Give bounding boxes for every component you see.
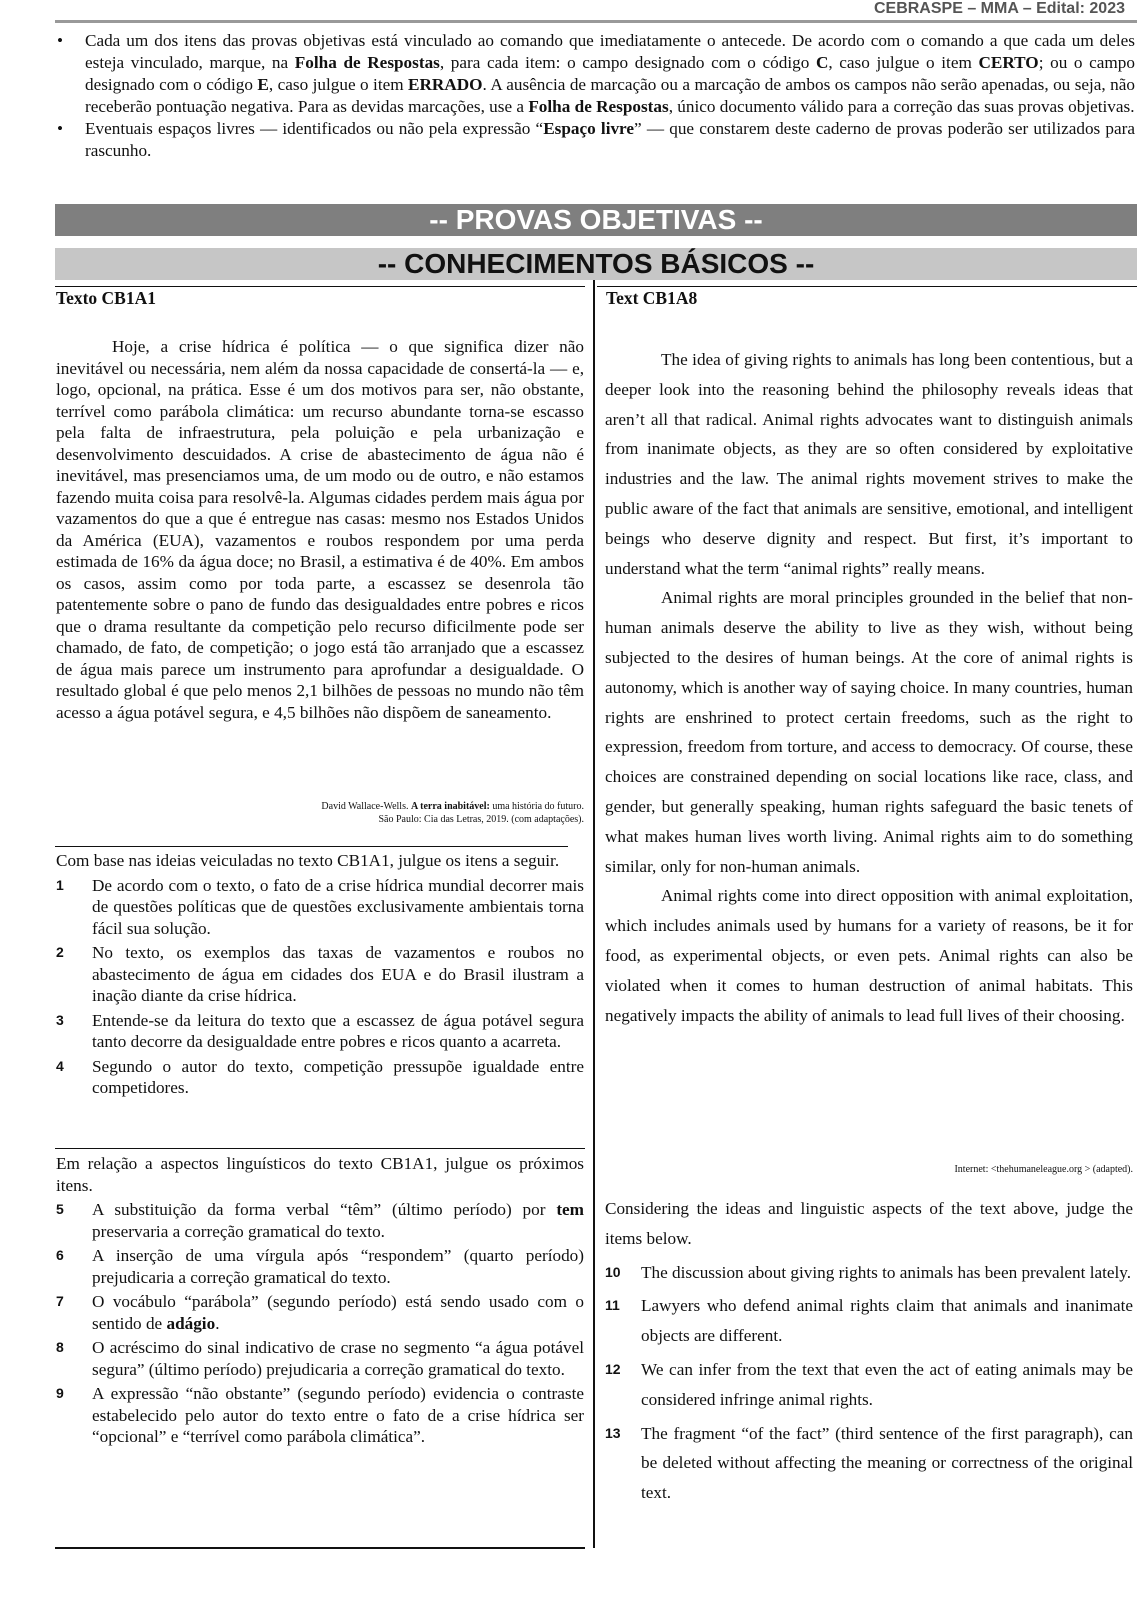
left-text-title: Texto CB1A1: [56, 288, 156, 308]
left-items-group-2: [56, 1153, 584, 1448]
right-text-body: [605, 345, 1133, 1030]
question-item: 2 No texto, os exemplos das taxas de vazamentos e roubos no abastecimento de água em cidades dos EUA e do Brasil ilustram a inação diante da crise hídrica.: [56, 943, 584, 1005]
items-intro-1: Com base nas ideias veiculadas no texto CB1A1, julgue os itens a seguir.: [56, 851, 560, 870]
right-paragraph-1: The idea of giving rights to animals has long been contentious, but a deeper look into the reasoning behind the philosophy reveals ideas that aren’t all that radical. Animal rights advocates want to distinguish animals from inanimate objects, as they are so often considered by exploitative industries and the law. The animal rights movement strives to make the public aware of the fact that animals are sensitive, emotional, and intelligent beings who deserve dignity and respect. But first, it’s important to understand what the term “animal rights” really means.: [605, 350, 1133, 578]
question-item: 12 We can infer from the text that even the act of eating animals may be considered infringe animal rights.: [605, 1359, 1133, 1409]
left-source: David Wallace-Wells. A terra inabitável: uma história do futuro. São Paulo: Cia das Letras, 2019. (com adaptações).: [321, 801, 584, 825]
question-item: 13 The fragment “of the fact” (third sentence of the first paragraph), can be deleted without affecting the meaning or correctness of the original text.: [605, 1423, 1133, 1503]
conhecimentos-basicos-banner: -- CONHECIMENTOS BÁSICOS --: [55, 248, 1137, 280]
column-divider: [593, 280, 595, 1548]
instructions: [55, 30, 1135, 162]
right-title-rule: [597, 286, 1137, 287]
right-source: Internet: <thehumaneleague.org > (adapted).: [954, 1164, 1133, 1175]
question-item: 6 A inserção de uma vírgula após “respondem” (quarto período) prejudicaria a correção gramatical do texto.: [56, 1246, 584, 1287]
provas-objetivas-banner: -- PROVAS OBJETIVAS --: [55, 204, 1137, 236]
right-items-group: [605, 1194, 1133, 1508]
instruction-1: • Cada um dos itens das provas objetivas está vinculado ao comando que imediatamente o antecede. De acordo com o comando a que cada um deles esteja vinculado, marque, na Folha de Respostas, para cada item: o campo designado com o código C, caso julgue o item CERTO; ou o campo designado com o código E, caso julgue o item ERRADO. A ausência de marcação ou a marcação de ambos os campos não serão apenadas, ou seja, não receberão pontuação negativa. Para as devidas marcações, use a Folha de Respostas, único documento válido para a correção das suas provas objetivas.: [55, 30, 1135, 118]
items-intro-2: Em relação a aspectos linguísticos do texto CB1A1, julgue os próximos itens.: [56, 1154, 584, 1195]
question-item: 9 A expressão “não obstante” (segundo período) evidencia o contraste estabelecido pelo autor do texto entre o fato de a crise hídrica ser “opcional” e “terrível como parábola climática”.: [56, 1384, 584, 1446]
left-items-group-1: [56, 850, 584, 1099]
question-item: 3 Entende-se da leitura do texto que a escassez de água potável segura tanto decorre da desigualdade entre pobres e ricos quanto a acarreta.: [56, 1010, 584, 1051]
question-item: 4 Segundo o autor do texto, competição pressupõe igualdade entre competidores.: [56, 1056, 584, 1097]
question-item: 5 A substituição da forma verbal “têm” (último período) por tem preservaria a correção gramatical do texto.: [56, 1200, 584, 1241]
left-items-rule-2: [55, 1148, 585, 1149]
instruction-2: • Eventuais espaços livres — identificados ou não pela expressão “Espaço livre” — que constarem deste caderno de provas poderão ser utilizados para rascunho.: [55, 118, 1135, 162]
right-paragraph-2: Animal rights are moral principles grounded in the belief that non-human animals deserve the ability to live as they wish, without being subjected to the desires of human beings. At the core of animal rights is autonomy, which is another way of saying choice. In many countries, human rights are enshrined to protect certain freedoms, such as the right to expression, freedom from torture, and access to democracy. Of course, these choices are constrained depending on social locations like race, class, and gender, but generally speaking, human rights safeguard the basic tenets of what makes human lives worth living. Animal rights aim to do something similar, only for non-human animals.: [605, 588, 1133, 876]
question-item: 10 The discussion about giving rights to animals has been prevalent lately.: [605, 1262, 1132, 1282]
exam-header: CEBRASPE – MMA – Edital: 2023: [873, 0, 1125, 17]
items-intro-right: Considering the ideas and linguistic aspects of the text above, judge the items below.: [605, 1199, 1133, 1248]
right-paragraph-3: Animal rights come into direct opposition with animal exploitation, which includes animals used by humans for a variety of reasons, be it for food, as experimental objects, or even pets. Animal rights can also be violated when it comes to human destruction of animal habitats. This negatively impacts the ability of animals to lead full lives of their choosing.: [605, 886, 1133, 1025]
question-item: 8 O acréscimo do sinal indicativo de crase no segmento “a água potável segura” (último período) prejudicaria a correção gramatical do texto.: [56, 1338, 584, 1379]
left-text-body: [56, 336, 584, 723]
right-text-title: Text CB1A8: [606, 288, 698, 308]
question-item: 7 O vocábulo “parábola” (segundo período) está sendo usado com o sentido de adágio.: [56, 1292, 584, 1333]
left-bottom-rule: [55, 1547, 585, 1549]
question-item: 11 Lawyers who defend animal rights claim that animals and inanimate objects are different.: [605, 1296, 1133, 1346]
left-paragraph: Hoje, a crise hídrica é política — o que significa dizer não inevitável ou necessária, nem além da nossa capacidade de consertá-la — e, logo, opcional, na prática. Esse é um dos motivos para ser, não obstante, terrível como parábola climática: um recurso abundante torna-se escasso pela falta de infraestrutura, pela poluição e pela urbanização e desenvolvimento descuidados. A crise de abastecimento de água não é inevitável, mas presenciamos uma, de um modo ou de outro, e não estamos fazendo muita coisa para resolvê-la. Algumas cidades perdem mais água por vazamentos do que a que é entregue nas casas: mesmo nos Estados Unidos da América (EUA), vazamentos e roubos respondem por uma perda estimada de 16% da água doce; no Brasil, a estimativa é de 40%. Em ambos os casos, assim como por toda parte, a escassez se desenrola tão patentemente sobre o pano de fundo das desigualdades entre pobres e ricos que o drama resultante da competição pelo recurso dificilmente pode ser chamado, de fato, de competição; o jogo está tão arranjado que a escassez de água mais parece um instrumento para aprofundar a desigualdade. O resultado global é que pelo menos 2,1 bilhões de pessoas no mundo não têm acesso a água potável segura, e 4,5 bilhões não dispõem de saneamento.: [56, 337, 584, 722]
question-item: 1 De acordo com o texto, o fato de a crise hídrica mundial decorrer mais de questões políticas que de questões exclusivamente ambientais torna fácil sua solução.: [56, 875, 584, 938]
left-items-rule-1: [55, 846, 568, 847]
left-title-rule: [55, 286, 585, 287]
header-rule: [55, 20, 1137, 23]
